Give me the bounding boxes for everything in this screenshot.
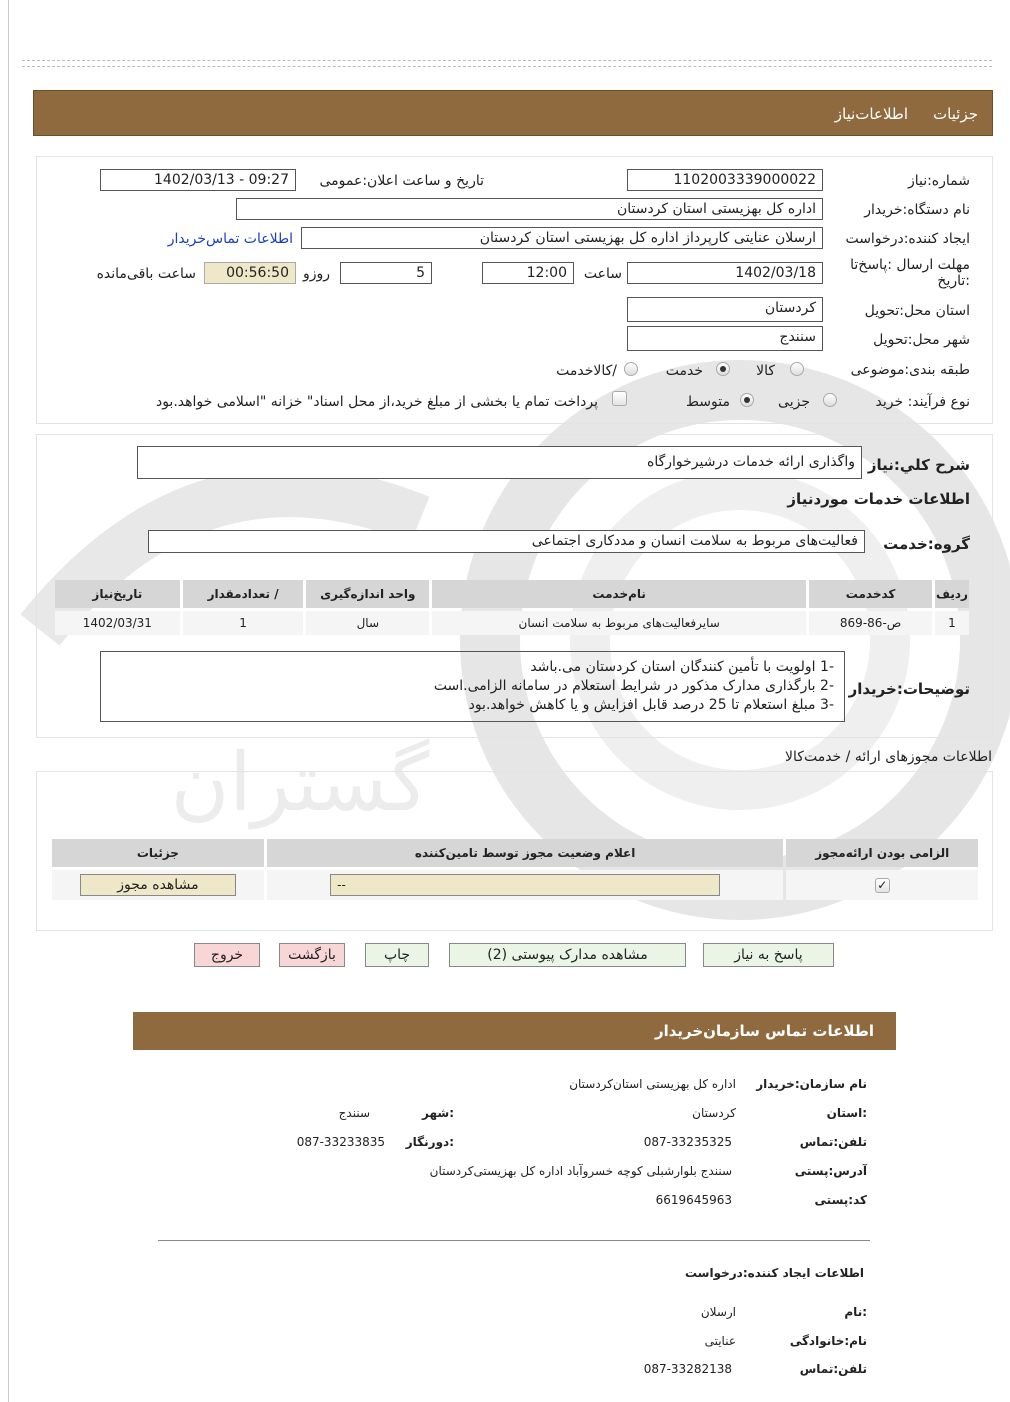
creator-field: ارسلان عنایتی کارپرداز اداره کل بهزیستی استان کردستان [301, 227, 823, 249]
days-label: روزو [302, 266, 330, 282]
col-header-service-name: نام‌خدمت [432, 580, 806, 608]
need-number-field: 1102003339000022 [627, 169, 823, 191]
contact-fax-label: :دورنگار [405, 1135, 454, 1149]
cell-quantity: 1 [183, 611, 304, 635]
buyer-org-label: نام دستگاه:خریدار [864, 202, 970, 218]
contact-phone-value: 087-33235325 [643, 1135, 732, 1149]
contact-postal-label: کد:پستی [814, 1193, 867, 1207]
table-row [52, 870, 978, 900]
col-header-need-date: تاریخ‌نیاز [55, 580, 180, 608]
permits-table [49, 836, 981, 903]
contact-postal-value: 6619645963 [655, 1193, 732, 1207]
process-label: نوع فرآیند: خرید [875, 394, 970, 410]
creator-family-value: عنایتی [704, 1334, 736, 1348]
province-label: استان محل:تحویل [864, 303, 970, 319]
cell-row-no: 1 [935, 611, 969, 635]
buyer-note-line-1: -1 اولویت با تأمین کنندگان استان کردستان می.باشد [530, 659, 834, 675]
contact-province-label: :استان [826, 1106, 867, 1120]
buyer-note-line-2: -2 بارگذاری مدارک مذکور در شرایط استعلام در سامانه الزامی.است [433, 678, 834, 694]
permits-title: اطلاعات مجوزهای ارائه / خدمت‌کالا [785, 749, 992, 765]
permit-details-cell [52, 870, 264, 900]
province-field: کردستان [627, 297, 823, 322]
general-desc-field: واگذاری ارائه خدمات درشیرخوارگاه [137, 446, 862, 479]
contact-address-label: آدرس:پستی [794, 1164, 867, 1178]
watermark-text: گستران [170, 736, 430, 829]
top-dotted-rule [22, 60, 992, 67]
services-heading: اطلاعات خدمات موردنیاز [787, 490, 970, 508]
permit-status-cell [267, 870, 784, 900]
col-header-service-code: کدخدمت [809, 580, 932, 608]
permit-col-required: الزامی بودن ارائه‌مجوز [786, 839, 978, 867]
announce-datetime-field: 1402/03/13 - 09:27 [100, 169, 296, 191]
city-label: شهر محل:تحویل [873, 332, 970, 348]
remaining-time-field: 00:56:50 [204, 262, 296, 284]
service-group-label: گروه:خدمت [883, 535, 970, 553]
category-label: طبقه بندی:موضوعی [850, 362, 970, 378]
permit-required-checkbox: ✓ [875, 878, 890, 893]
deadline-time-field: 12:00 [482, 262, 574, 284]
buyer-note-line-3: -3 مبلغ استعلام تا 25 درصد قابل افزایش و یا کاهش خواهد.بود [468, 697, 834, 713]
category-radio-goods-service[interactable] [624, 362, 638, 376]
process-radio-medium[interactable] [740, 393, 754, 407]
buyer-notes-label: توضیحات:خریدار [848, 680, 970, 698]
col-header-quantity: / تعدادمقدار [183, 580, 304, 608]
back-button[interactable]: بازگشت [279, 943, 345, 967]
reply-to-need-button[interactable]: پاسخ به نیاز [703, 943, 834, 967]
cell-service-code: ص-86-869 [809, 611, 932, 635]
contact-city-label: :شهر [422, 1106, 454, 1120]
remaining-label: ساعت باقی‌مانده [96, 266, 196, 282]
exit-button[interactable]: خروج [194, 943, 260, 967]
deadline-label: مهلت ارسال :پاسخ‌تا :تاریخ [850, 257, 970, 289]
buyer-notes-box [100, 651, 845, 722]
contact-divider [158, 1240, 870, 1241]
category-option-goods-service: /کالاخدمت [556, 363, 617, 379]
col-header-unit: واحد اندازه‌گیری [306, 580, 429, 608]
need-form-panel [36, 156, 993, 424]
contact-address-value: سنندج بلوارشبلی کوچه خسروآباد اداره کل بهزیستی‌کردستان [429, 1164, 732, 1178]
announce-label: تاریخ و ساعت اعلان:عمومی [319, 173, 484, 189]
contact-org-value: اداره کل بهزیستی استان‌کردستان [569, 1077, 736, 1091]
category-option-goods: کالا [756, 363, 775, 379]
creator-name-value: ارسلان [700, 1305, 736, 1319]
details-header-bar [33, 90, 993, 136]
view-attachments-button[interactable]: مشاهده مدارک پیوستی (2) [449, 943, 686, 967]
process-option-medium: متوسط [686, 394, 730, 410]
deadline-date-field: 1402/03/18 [627, 262, 823, 284]
creator-label: ایجاد کننده:درخواست [845, 231, 970, 247]
process-radio-minor[interactable] [823, 393, 837, 407]
need-number-label: شماره:نیاز [907, 173, 970, 189]
contact-fax-value: 087-33233835 [296, 1135, 385, 1149]
col-header-row-no: ردیف [935, 580, 969, 608]
table-row [55, 611, 969, 635]
permit-status-field[interactable]: -- [330, 874, 720, 896]
contact-phone-label: تلفن:تماس [799, 1135, 867, 1149]
creator-name-label: :نام [844, 1305, 867, 1319]
cell-need-date: 1402/03/31 [55, 611, 180, 635]
buyer-contact-link[interactable]: اطلاعات تماس‌خریدار [167, 231, 293, 247]
contact-org-label: نام سازمان:خریدار [756, 1077, 867, 1091]
category-radio-service[interactable] [716, 362, 730, 376]
tab-details[interactable]: جزئیات [933, 105, 978, 123]
view-permit-button[interactable]: مشاهده مجوز [80, 874, 236, 896]
buyer-org-field: اداره کل بهزیستی استان کردستان [236, 198, 823, 220]
general-desc-label: شرح کلي:نیاز [867, 456, 970, 474]
print-button[interactable]: چاپ [365, 943, 429, 967]
creator-info-heading: اطلاعات ایجاد کننده:درخواست [684, 1266, 864, 1280]
buyer-contact-header [133, 1012, 896, 1050]
category-radio-goods[interactable] [790, 362, 804, 376]
service-group-field: فعالیت‌های مربوط به سلامت انسان و مددکاری اجتماعی [148, 530, 865, 553]
treasury-payment-note: پرداخت تمام یا بخشی از مبلغ خرید،از محل اسناد" خزانه "اسلامی خواهد.بود [155, 394, 598, 410]
creator-phone-value: 087-33282138 [643, 1362, 732, 1376]
category-option-service: خدمت [665, 363, 703, 379]
service-items-table [52, 577, 972, 638]
process-option-minor: جزیی [778, 394, 810, 410]
cell-unit: سال [306, 611, 429, 635]
creator-phone-label: تلفن:تماس [799, 1362, 867, 1376]
permit-col-status: اعلام وضعیت مجوز توسط تامین‌کننده [267, 839, 784, 867]
city-field: سنندج [627, 326, 823, 351]
cell-service-name: سایرفعالیت‌های مربوط به سلامت انسان [432, 611, 806, 635]
deadline-time-label: ساعت [583, 266, 622, 282]
contact-city-value: سنندج [338, 1106, 370, 1120]
treasury-payment-checkbox[interactable] [612, 391, 627, 406]
permit-required-cell [786, 870, 978, 900]
tab-need-info[interactable]: اطلاعات‌نیاز [834, 105, 908, 123]
days-field: 5 [340, 262, 432, 284]
permit-col-details: جزئیات [52, 839, 264, 867]
creator-family-label: نام:خانوادگی [789, 1334, 867, 1348]
buyer-contact-title: اطلاعات تماس سازمان‌خریدار [654, 1022, 874, 1040]
contact-province-value: کردستان [692, 1106, 736, 1120]
